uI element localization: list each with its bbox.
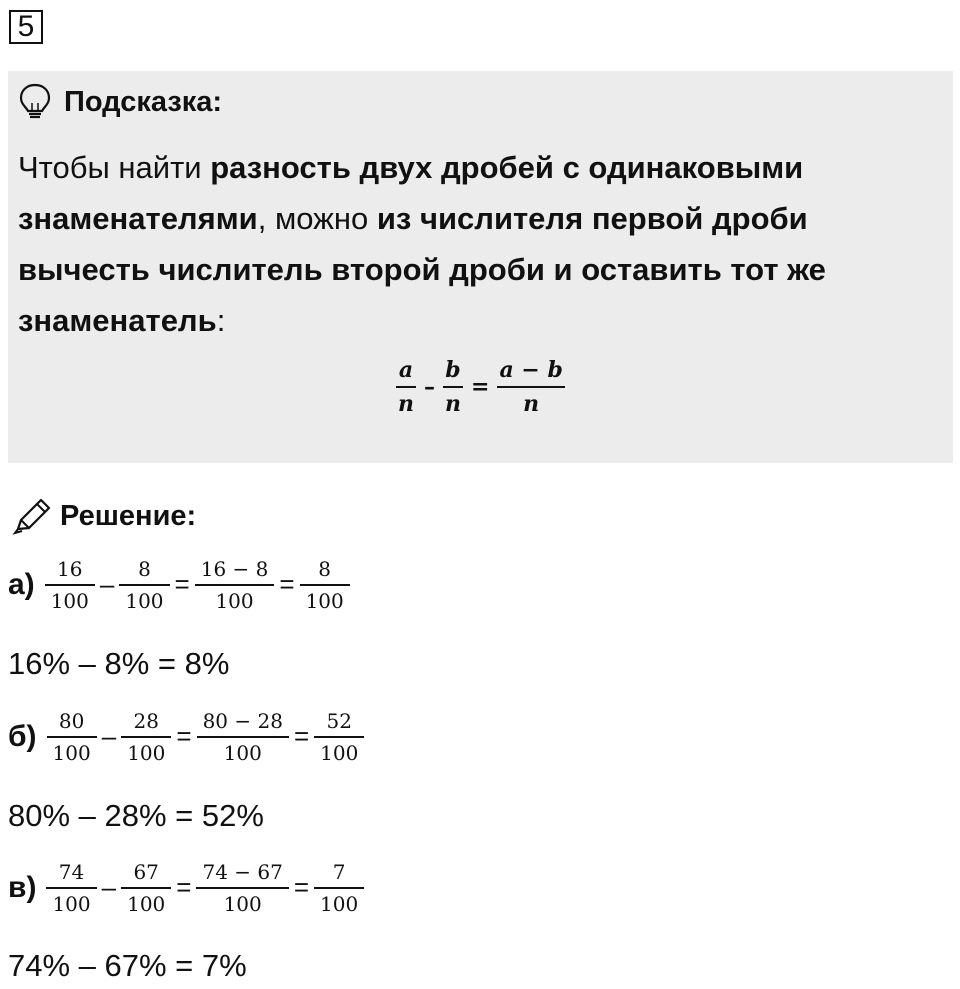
minus-sign: – (101, 872, 117, 903)
fraction (314, 709, 364, 765)
numerator: 80 (58, 709, 85, 733)
item-label: а) (8, 567, 35, 601)
equals-sign: = (471, 374, 490, 400)
equals-sign: = (293, 872, 310, 903)
numerator: 52 (326, 709, 352, 733)
solution-equation-c (8, 860, 368, 916)
fraction (300, 557, 350, 613)
denominator: n (398, 391, 414, 417)
hint-heading (18, 82, 222, 122)
fraction (45, 557, 95, 613)
fraction (46, 860, 96, 916)
percent-line-b: 80% – 28% = 52% (8, 798, 264, 833)
fraction (443, 357, 463, 417)
hint-text-part-bold: разность двух дробей с одинаковыми знаменателями (18, 150, 804, 236)
minus-sign: – (99, 569, 115, 600)
numerator: 8 (138, 557, 151, 581)
numerator: 80 − 28 (202, 709, 283, 733)
fraction (396, 357, 416, 417)
equals-sign: = (293, 721, 310, 752)
fraction (195, 557, 275, 613)
fraction (121, 709, 171, 765)
numerator: 74 − 67 (202, 860, 283, 884)
solution-equation-b (8, 709, 368, 765)
denominator: 100 (125, 588, 164, 613)
denominator: 100 (52, 891, 91, 916)
denominator: 100 (320, 891, 359, 916)
equals-sign: = (279, 569, 295, 600)
minus-sign: – (424, 374, 435, 400)
item-label: б) (8, 719, 37, 753)
denominator: 100 (215, 588, 254, 613)
hint-text-part: Чтобы найти (18, 150, 211, 185)
denominator: 100 (50, 588, 89, 613)
denominator: 100 (52, 740, 91, 765)
percent-line-c: 74% – 67% = 7% (8, 948, 247, 983)
task-number: 5 (9, 10, 43, 44)
numerator: 74 (58, 860, 85, 884)
fraction (196, 860, 288, 916)
numerator: 28 (133, 709, 159, 733)
numerator: a − b (499, 357, 563, 383)
solution-equation-a (8, 557, 354, 613)
pencil-icon (12, 497, 52, 535)
fraction (119, 557, 169, 613)
equals-sign: = (176, 721, 192, 752)
fraction (121, 860, 171, 916)
numerator: a (398, 357, 414, 383)
equals-sign: = (174, 569, 190, 600)
denominator: 100 (305, 588, 344, 613)
hint-text-part: : (216, 303, 226, 338)
denominator: n (445, 391, 461, 417)
fraction (197, 709, 289, 765)
lightbulb-icon (18, 83, 52, 121)
numerator: 7 (332, 860, 346, 884)
hint-text-part: , можно (257, 201, 377, 236)
denominator: n (523, 391, 540, 417)
denominator: 100 (223, 740, 262, 765)
numerator: 67 (133, 860, 159, 884)
fraction (314, 860, 364, 916)
numerator: 16 − 8 (200, 557, 269, 581)
item-label: в) (8, 870, 37, 904)
percent-line-a: 16% – 8% = 8% (8, 646, 230, 681)
numerator: 16 (57, 557, 83, 581)
hint-formula (392, 352, 569, 422)
numerator: b (445, 357, 461, 383)
fraction (497, 357, 564, 417)
solution-title: Решение: (60, 499, 197, 532)
hint-text (18, 142, 938, 346)
minus-sign: – (101, 721, 117, 752)
equals-sign: = (176, 872, 192, 903)
hint-text-part-bold: из числителя первой дроби вычесть числитель второй дроби и оставить тот же знаменатель (18, 201, 826, 338)
numerator: 8 (318, 557, 332, 581)
fraction (47, 709, 97, 765)
denominator: 100 (223, 891, 262, 916)
denominator: 100 (127, 740, 166, 765)
hint-title: Подсказка: (64, 85, 223, 118)
denominator: 100 (320, 740, 359, 765)
denominator: 100 (127, 891, 166, 916)
solution-heading (12, 496, 196, 536)
